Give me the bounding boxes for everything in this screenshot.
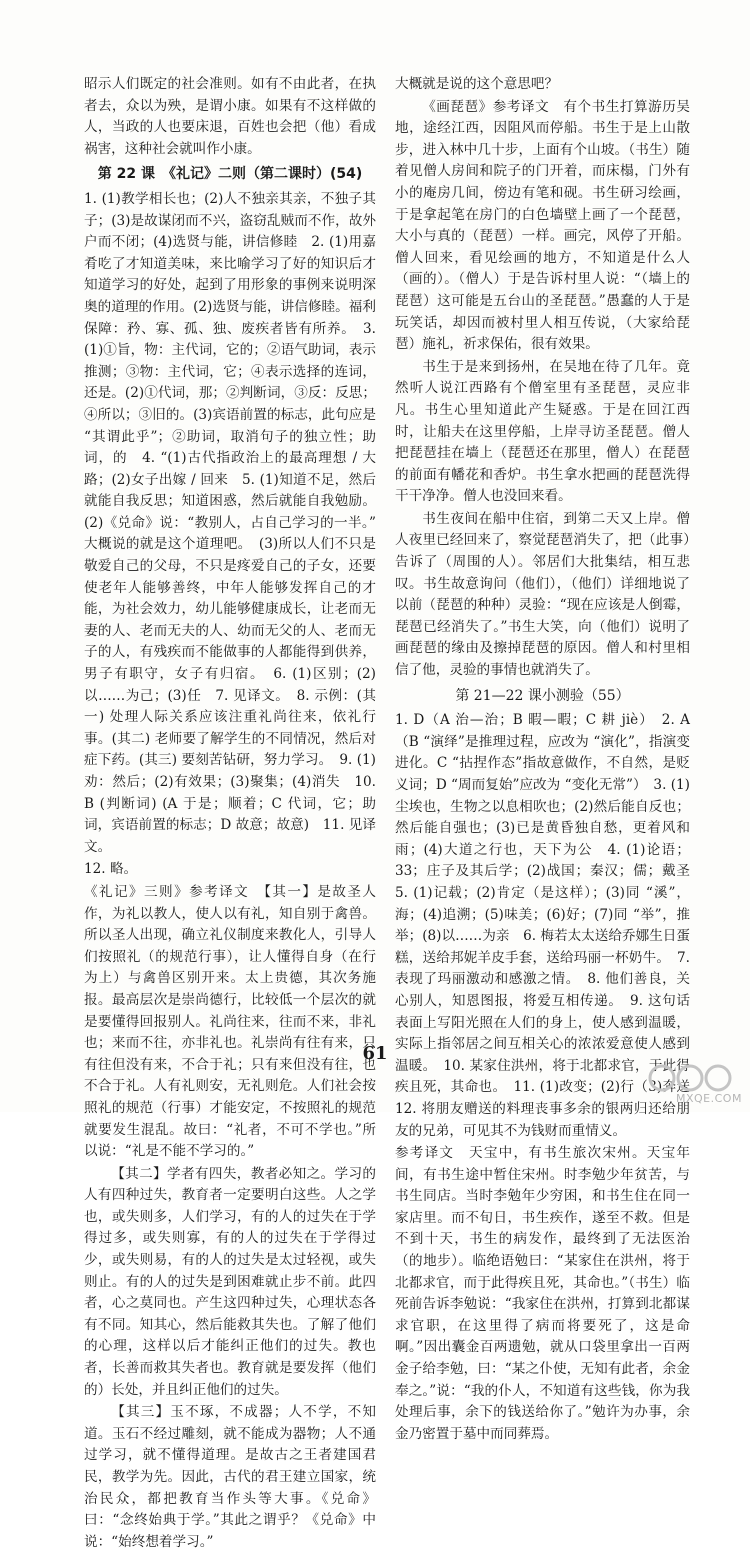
- section-heading: 第 22 课 《礼记》二则（第二课时）(54): [97, 166, 363, 183]
- paragraph: 《画琵琶》参考译文 有个书生打算游历吴地，途经江西，因阻风而停船。书生于是上山散步，进入林中几十步，上面有个山坡。（书生）随着见僧人房间和院子的门开着，而床榻，门外有小的庵房几间，傍边有笔和砚。书生研习绘画，于是拿起笔在房门的白色墙壁上画了一个琵琶，大小与真的（琵琶）一样。画完，风停了开船。僧人回来，看见绘画的地方，不知道是什么人（画的）。（僧人）于是告诉村里人说：“（墙上的琵琶）这可能是五台山的圣琵琶。”愚蠢的人于是玩笑话，却因而被村里人相互传说，（大家给琵琶）施礼，祈求保佑，很有效果。: [395, 98, 690, 353]
- section-heading: 第 21—22 课小测验（55）: [455, 687, 630, 704]
- paragraph: 参考译文 天宝中，有书生旅次宋州。天宝年间，有书生途中暂住宋州。时李勉少年贫苦，与书生同店。当时李勉年少穷困，和书生住在同一家店里。而不旬日，书生疾作，遂至不救。但是不到十天，书生的病发作，最终到了无法医治（的地步）。临绝语勉曰：“某家住在洪州，将于北都求官，而于此得疾且死，其命也。”（书生）临死前告诉李勉说：“我家住在洪州，打算到北都谋求官职，在这里得了病而将要死了，这是命啊。”因出囊金百两遗勉，就从口袋里拿出一百两金子给李勉，曰：“某之仆使，无知有此者，余金奉之。”说：“我的仆人，不知道有这些钱，你为我处理后事，余下的钱送给你了。”勉许为办事，余金乃密置于墓中而同葬焉。: [395, 1145, 690, 1442]
- paragraph: 书生夜间在船中住宿，到第二天又上岸。僧人夜里已经回来了，察觉琵琶消失了，把（此事）告诉了（周围的人）。邻居们大批集结，相互悲叹。书生故意询问（他们），（他们）详细地说了以前（琵琶的种种）灵验：“现在应该是人倒霉，琵琶已经消失了。”书生大笑，向（他们）说明了画琵琶的缘由及擦掉琵琶的原因。僧人和村里相信了他，灵验的事情也就消失了。: [395, 510, 690, 679]
- paragraph: 【其三】玉不琢，不成器；人不学，不知道。玉石不经过雕刻，就不能成为器物；人不通过学习，就不懂得道理。是故古之王者建国君民，教学为先。因此，古代的君王建立国家，统治民众，都把教育当作头等大事。《兑命》曰：“念终始典于学。”其此之谓乎？《兑命》中说：“始终想着学习。”: [84, 1404, 376, 1550]
- watermark-text: MXQE.COM: [676, 1092, 742, 1105]
- paragraph: 大概就是说的这个意思吧？: [395, 76, 559, 92]
- paragraph: 书生于是来到扬州，在吴地在待了几年。竟然听人说江西路有个僧室里有圣琵琶，灵应非凡。书生心里知道此产生疑惑。于是在回江西时，让船夫在这里停船，上岸寻访圣琵琶。僧人把琵琶挂在墙上（琵琶还在那里，僧人）在琵琶的前面有幡花和香炉。书生拿水把画的琵琶洗得干干净净。僧人也没回来看。: [395, 358, 690, 505]
- paragraph: 1. D（A 治—治；B 暇—暇；C 耕 jiè） 2. A（B “演绎”是推理过程，应改为 “演化”，指演变进化。C “拈捏作态”指故意做作，不自然，是贬义词；D “周而复始”应改为 “变化无常”） 3. (1)尘埃也，生物之以息相吹也；(2)然后能自反也；然后能自强也；(3)已是黄昏独自愁，更着风和雨；(4)大道之行也，天下为公 4. (1)论语；33；庄子及其后学；(2)战国；秦汉；儒；戴圣 5. (1)记载；(2)肯定（是这样）；(3)同 “溪”，海；(4)追溯；(5)味美；(6)好；(7)同 “举”，推举；(8)以……为亲 6. 梅若太太送给乔娜生日蛋糕，送给邦妮羊皮手套，送给玛丽一杯奶牛。 7. 表现了玛丽激动和感激之情。 8. 他们善良，关心别人，知恩图报，将爱互相传递。 9. 这句话表面上写阳光照在人们的身上，使人感到温暖，实际上指邻居之间互相关心的浓浓爱意使人感到温暖。 10. 某家住洪州，将于北都求官，于此得疾且死，其命也。 11. (1)改变；(2)行（3)奔送 12. 将朋友赠送的料理丧事多余的银两归还给朋友的兄弟，可见其不为钱财而重情义。: [395, 712, 704, 1139]
- page-number: 61: [362, 1043, 388, 1064]
- right-column: [395, 74, 704, 1446]
- left-column: [84, 74, 376, 1554]
- paragraph: 12. 略。: [84, 861, 138, 878]
- paragraph: 昭示人们既定的社会准则。如有不由此者，在执者去，众以为殃，是谓小康。如果有不这样做的人，当政的人也要床退，百姓也会把（他）看成祸害，这种社会就叫作小康。: [84, 76, 376, 157]
- paragraph: 《礼记》三则》参考译文 【其一】是故圣人作，为礼以教人，使人以有礼，知自别于禽兽。所以圣人出现，确立礼仪制度来教化人，引导人们按照礼（的规范行事），让人懂得自身（在行为上）与禽兽区别开来。太上贵德，其次务施报。最高层次是崇尚德行，比较低一个层次的就是要懂得回报别人。礼尚往来，往而不来，非礼也；来而不往，亦非礼也。礼崇尚有往有来，只有往但没有来，不合于礼；只有来但没有往，也不合于礼。人有礼则安，无礼则危。人们社会按照礼的规范（行事）才能安定，不按照礼的规范就要发生混乱。故曰：“礼者，不可不学也。”所以说：“礼是不能不学习的。”: [84, 883, 376, 1160]
- paragraph: 【其二】学者有四失，教者必知之。学习的人有四种过失，教育者一定要明白这些。人之学也，或失则多，人们学习，有的人的过失在于学得过多，或失则寡，有的人的过失在于学得过少，或失则易，有的人的过失是太过轻视，或失则止。有的人的过失是到困难就止步不前。此四者，心之莫同也。产生这四种过失，心理状态各有不同。知其心，然后能救其失也。了解了他们的心理，这样以后才能纠正他们的过失。教也者，长善而救其失者也。教育就是要发挥（他们的）长处，并且纠正他们的过失。: [84, 1165, 376, 1398]
- paragraph: 1. (1)教学相长也；(2)人不独亲其亲，不独子其子；(3)是故谋闭而不兴，盗窃乱贼而不作，故外户而不闭；(4)选贤与能，讲信修睦 2. (1)用嘉肴吃了才知道美味，来比喻学习了好的知识后才知道学习的好处，起到了用形象的事例来说明深奥的道理的作用。(2)选贤与能，讲信修睦。福利保障：矜、寡、孤、独、废疾者皆有所养。 3. (1)①旨，物：主代词，它的；②语气助词，表示推测；③物：主代词，它；④表示选择的连词，还是。(2)①代词，那；②判断词，③反：反思；④所以；③旧的。(3)宾语前置的标志，此句应是 “其谓此乎”；②助词，取消句子的独立性；助词，的 4. “(1)古代指政治上的最高理想 / 大路；(2)女子出嫁 / 回来 5. (1)知道不足，然后就能自我反思；知道困惑，然后就能自我勉励。(2)《兑命》说：“教别人，占自己学习的一半。” 大概说的就是这个道理吧。 (3)所以人们不只是敬爱自己的父母，不只是疼爱自己的子女，还要使老年人能够善终，中年人能够发挥自己的才能，为社会效力，幼儿能够健康成长，让老而无妻的人、老而无夫的人、幼而无父的人、老而无子的人，有残疾而不能做事的人都能得到供养，男子有职守，女子有归宿。 6. (1)区别；(2)以……为己；(3)任 7. 见译文。 8. 示例：(其一) 处理人际关系应该注重礼尚往来，依礼行事。(其二) 老师要了解学生的不同情况，然后对症下药。(其三) 要刻苦钻研，努力学习。 9. (1)劝：然后；(2)有效果；(3)聚集；(4)消失 10. B (判断词) (A 于是；顺着；C 代词，它；助词，宾语前置的标志；D 故意；故意) 11. 见译文。: [84, 190, 376, 855]
